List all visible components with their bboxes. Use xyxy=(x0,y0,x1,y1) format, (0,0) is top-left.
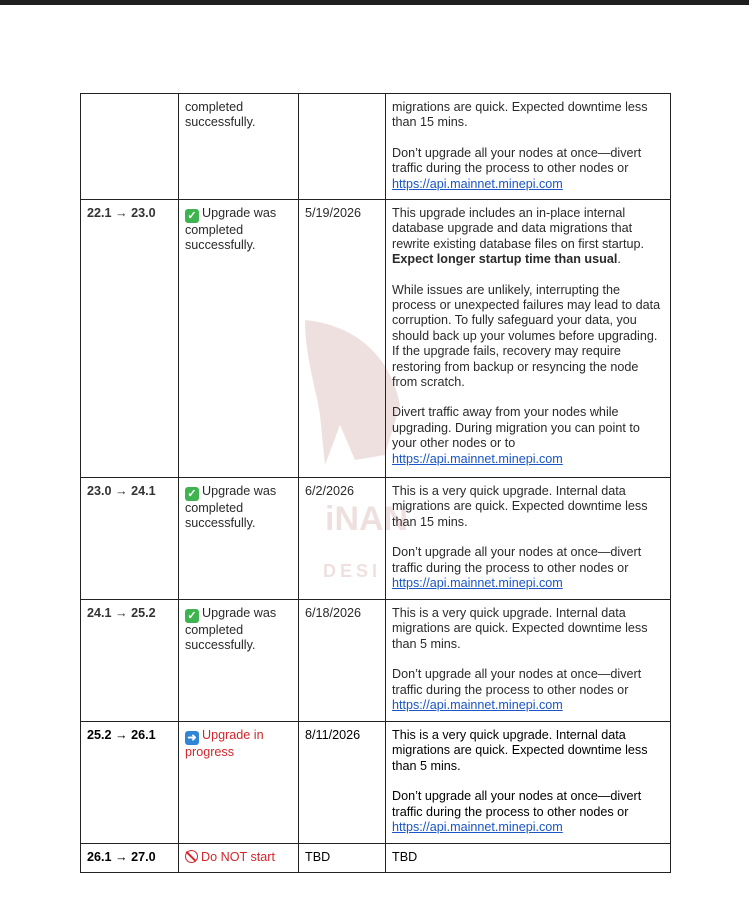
date-cell: 6/18/2026 xyxy=(299,600,386,722)
notes-cell xyxy=(386,722,671,844)
top-edge-bar xyxy=(0,0,749,5)
notes-text: This upgrade includes an in-place internal database upgrade and data migrations that rewrite existing database files on first startup. Expect longer startup time than usual. xyxy=(392,206,644,267)
notes-cell xyxy=(386,600,671,722)
check-icon: ✓ xyxy=(185,209,199,223)
api-link[interactable]: https://api.mainnet.minepi.com xyxy=(392,176,563,191)
api-link[interactable]: https://api.mainnet.minepi.com xyxy=(392,451,563,466)
status-cell: ✓ Upgrade was completed successfully. xyxy=(179,200,299,478)
notes-text: migrations are quick. Expected downtime less than 15 mins. xyxy=(392,100,648,130)
table-row xyxy=(81,94,671,200)
check-icon: ✓ xyxy=(185,487,199,501)
watermark-text-top: iNAN xyxy=(325,500,409,538)
date-cell: 6/2/2026 xyxy=(299,478,386,600)
no-entry-icon xyxy=(185,850,198,863)
notes-cell xyxy=(386,478,671,600)
table-row xyxy=(81,200,671,478)
notes-text: Don’t upgrade all your nodes at once—divert traffic during the process to other nodes or https://api.mainnet.minepi.com xyxy=(392,789,642,835)
date-cell: TBD xyxy=(299,844,386,873)
check-icon: ✓ xyxy=(185,609,199,623)
api-link[interactable]: https://api.mainnet.minepi.com xyxy=(392,576,563,591)
status-cell: ✓ Upgrade was completed successfully. xyxy=(179,600,299,722)
status-cell: ✓ Upgrade was completed successfully. xyxy=(179,478,299,600)
version-cell: 26.1 → 27.0 xyxy=(81,844,179,873)
notes-text: Don’t upgrade all your nodes at once—divert traffic during the process to other nodes or https://api.mainnet.minepi.com xyxy=(392,145,642,191)
version-cell: 22.1 → 23.0 xyxy=(81,200,179,478)
notes-text: Divert traffic away from your nodes while upgrading. During migration you can point to your other nodes or to https://api.mainnet.minepi.com xyxy=(392,405,640,466)
date-cell: 5/19/2026 xyxy=(299,200,386,478)
notes-text: While issues are unlikely, interrupting the process or unexpected failures may lead to data corruption. To fully safeguard your data, you should back up your volumes before upgrading. If the upgrade fails, recovery may require restoring from backup or resyncing the node from scratch. xyxy=(392,282,661,390)
version-cell: 24.1 → 25.2 xyxy=(81,600,179,722)
notes-text: This is a very quick upgrade. Internal data migrations are quick. Expected downtime less than 5 mins. xyxy=(392,606,648,651)
upgrade-schedule-table xyxy=(80,93,671,873)
notes-text: This is a very quick upgrade. Internal data migrations are quick. Expected downtime less than 15 mins. xyxy=(392,484,648,529)
notes-text: This is a very quick upgrade. Internal data migrations are quick. Expected downtime less than 5 mins. xyxy=(392,728,648,773)
api-link[interactable]: https://api.mainnet.minepi.com xyxy=(392,698,563,713)
api-link[interactable]: https://api.mainnet.minepi.com xyxy=(392,820,563,835)
table-row xyxy=(81,600,671,722)
table-row xyxy=(81,844,671,873)
status-cell: ➜ Upgrade in progress xyxy=(179,722,299,844)
version-cell: 25.2 → 26.1 xyxy=(81,722,179,844)
table-row xyxy=(81,478,671,600)
notes-cell xyxy=(386,200,671,478)
date-cell: 8/11/2026 xyxy=(299,722,386,844)
version-cell: 23.0 → 24.1 xyxy=(81,478,179,600)
notes-cell: TBD xyxy=(386,844,671,873)
notes-text: Don’t upgrade all your nodes at once—divert traffic during the process to other nodes or https://api.mainnet.minepi.com xyxy=(392,667,642,713)
table-row xyxy=(81,722,671,844)
version-cell xyxy=(81,94,179,200)
date-cell xyxy=(299,94,386,200)
notes-cell xyxy=(386,94,671,200)
notes-text: Don’t upgrade all your nodes at once—divert traffic during the process to other nodes or https://api.mainnet.minepi.com xyxy=(392,545,642,591)
status-cell: Do NOT start xyxy=(179,844,299,873)
status-cell: completed successfully. xyxy=(179,94,299,200)
arrow-right-icon: ➜ xyxy=(185,731,199,745)
watermark-text-bottom: DESI xyxy=(323,561,382,581)
